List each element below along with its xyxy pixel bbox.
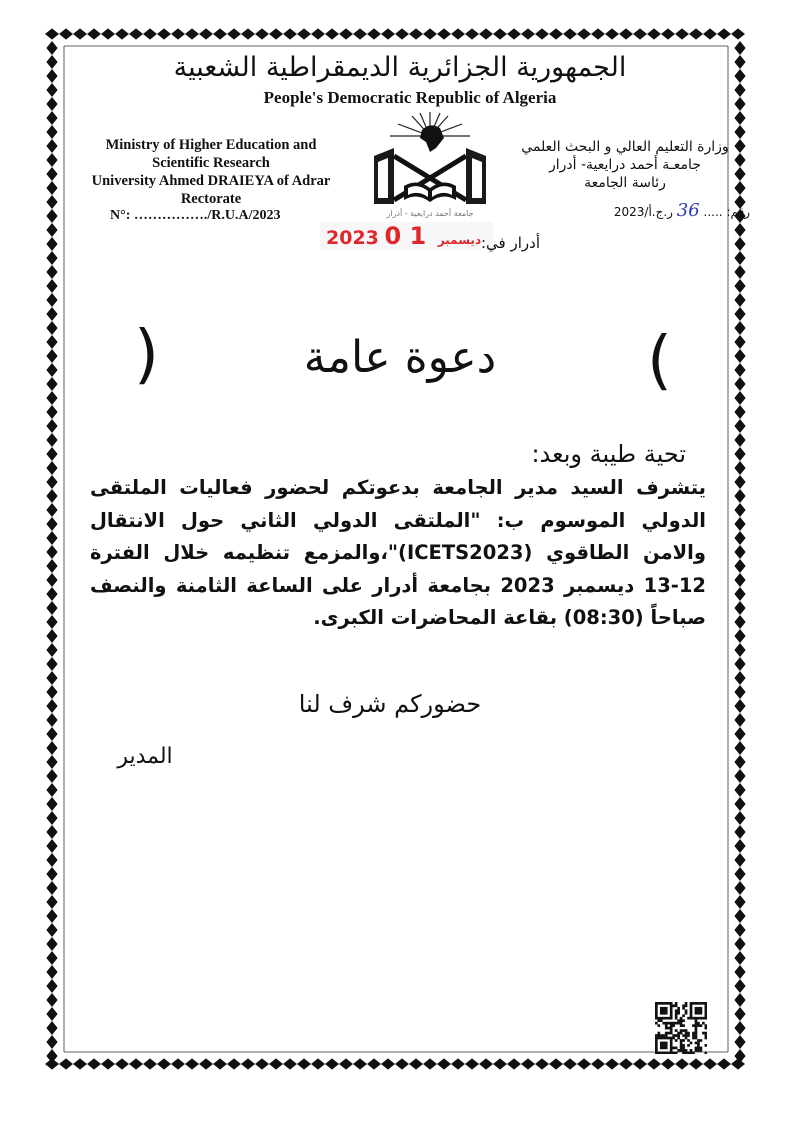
university-emblem-icon: [360, 108, 500, 220]
ministry-block-english: [66, 136, 356, 208]
reference-number-arabic: رقم: ..... 36 ر.ج.أ/2023: [613, 200, 750, 221]
heading-text: دعوة عامة: [303, 332, 497, 383]
heading-paren-left: ): [134, 318, 159, 392]
ministry-line-arabic: وزارة التعليم العالي و البحث العلمي: [521, 139, 729, 155]
reference-prefix: رقم:: [726, 205, 750, 219]
qr-code-icon: [655, 1002, 707, 1054]
invitation-heading: [120, 318, 680, 408]
rectorate-line-arabic: رئاسة الجامعة: [584, 175, 666, 191]
closing-line: حضوركم شرف لنا: [298, 690, 482, 718]
stamp-month: ديسمبر: [437, 233, 482, 247]
stamp-year: 2023: [326, 227, 379, 249]
signature-title: المدير: [117, 744, 173, 769]
university-line-arabic: جامعـة أحمد درايعية- أدرار: [549, 157, 701, 173]
university-line: University Ahmed DRAIEYA of Adrar: [91, 173, 331, 189]
emblem-caption: جامعة أحمد درايعية - أدرار: [386, 209, 474, 218]
date-stamp: [320, 222, 493, 250]
invitation-body: يتشرف السيد مدير الجامعة بدعوتكم لحضور فعاليات الملتقى الدولي الموسوم ب: "الملتقى الدولي الثاني حول الانتقال والامن الطاقوي (ICETS2023)"،والمزمع تنظيمه خلال الفترة 12-13 ديسمبر 2023 بجامعة أدرار على الساعة الثامنة والنصف صباحاً (08:30) بقاعة المحاضرات الكبرى.: [90, 476, 706, 629]
english-title: People's Democratic Republic of Algeria: [263, 88, 557, 107]
stamp-day: 1 0: [384, 222, 427, 250]
arabic-title: الجمهورية الجزائرية الديمقراطية الشعبية: [173, 52, 627, 83]
reference-number-english: N°: ……………./R.U.A/2023: [110, 208, 281, 223]
rectorate-line: Rectorate: [180, 191, 242, 207]
reference-handwritten-number: 36: [676, 200, 700, 221]
reference-suffix: ر.ج.أ/2023: [613, 205, 673, 219]
ministry-block-arabic: [500, 138, 750, 192]
date-line: [310, 222, 540, 252]
date-label: أدرار في:: [481, 234, 540, 252]
ministry-line: Scientific Research: [152, 155, 270, 171]
heading-paren-right: (: [647, 324, 672, 398]
ministry-line: Ministry of Higher Education and: [105, 137, 317, 153]
greeting: تحية طيبة وبعد:: [531, 440, 686, 468]
